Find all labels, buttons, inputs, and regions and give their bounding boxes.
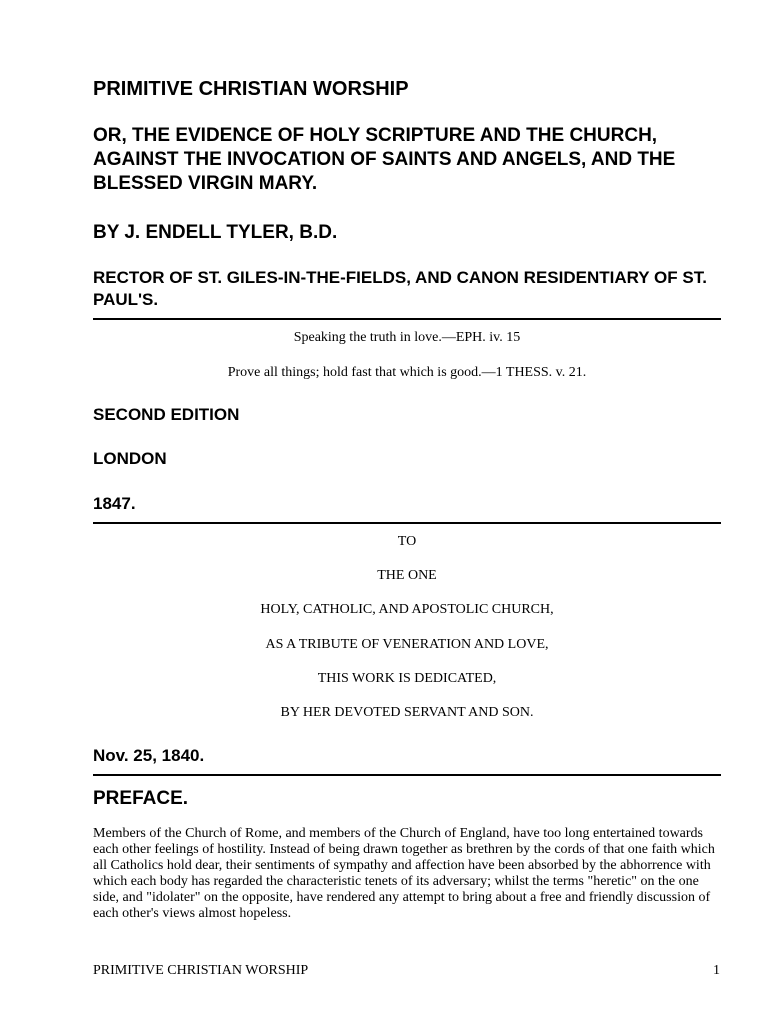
- dedication-date: Nov. 25, 1840.: [93, 746, 205, 765]
- divider-rule: [93, 522, 721, 524]
- author: BY J. ENDELL TYLER, B.D.: [93, 222, 338, 243]
- dedication-line: THE ONE: [377, 568, 437, 583]
- preface-heading: PREFACE.: [93, 788, 189, 809]
- year: 1847.: [93, 494, 136, 513]
- dedication-line: AS A TRIBUTE OF VENERATION AND LOVE,: [265, 637, 549, 652]
- dedication-line: TO: [397, 534, 417, 549]
- epigraph: Speaking the truth in love.—EPH. iv. 15: [293, 330, 521, 345]
- page-title: PRIMITIVE CHRISTIAN WORSHIP: [93, 78, 409, 100]
- footer-page-number: 1: [713, 963, 720, 978]
- epigraph: Prove all things; hold fast that which is good.—1 THESS. v. 21.: [227, 365, 587, 380]
- divider-rule: [93, 318, 721, 320]
- preface-paragraph: Members of the Church of Rome, and members of the Church of England, have too long entertained towards each other feelings of hostility. Instead of being drawn together as brethren by the cords of that one faith which all Catholics hold dear, their sentiments of sympathy and affection have been absorbed by the abhorrence with which each body has regarded the characteristic tenets of its adversary; whilst the terms "heretic" on the one side, and "idolater" on the opposite, have rendered any attempt to bring about a free and friendly discussion of each other's views almost hopeless.: [93, 826, 715, 921]
- footer-running-title: PRIMITIVE CHRISTIAN WORSHIP: [93, 963, 309, 978]
- author-position: RECTOR OF ST. GILES-IN-THE-FIELDS, AND CANON RESIDENTIARY OF ST. PAUL'S.: [93, 268, 707, 309]
- dedication-line: THIS WORK IS DEDICATED,: [317, 671, 497, 686]
- divider-rule: [93, 774, 721, 776]
- place: LONDON: [93, 449, 167, 468]
- dedication-line: HOLY, CATHOLIC, AND APOSTOLIC CHURCH,: [260, 602, 554, 617]
- edition: SECOND EDITION: [93, 405, 240, 424]
- dedication-line: BY HER DEVOTED SERVANT AND SON.: [280, 705, 534, 720]
- subtitle: OR, THE EVIDENCE OF HOLY SCRIPTURE AND THE CHURCH, AGAINST THE INVOCATION OF SAINTS AND ANGELS, AND THE BLESSED VIRGIN MARY.: [93, 125, 676, 194]
